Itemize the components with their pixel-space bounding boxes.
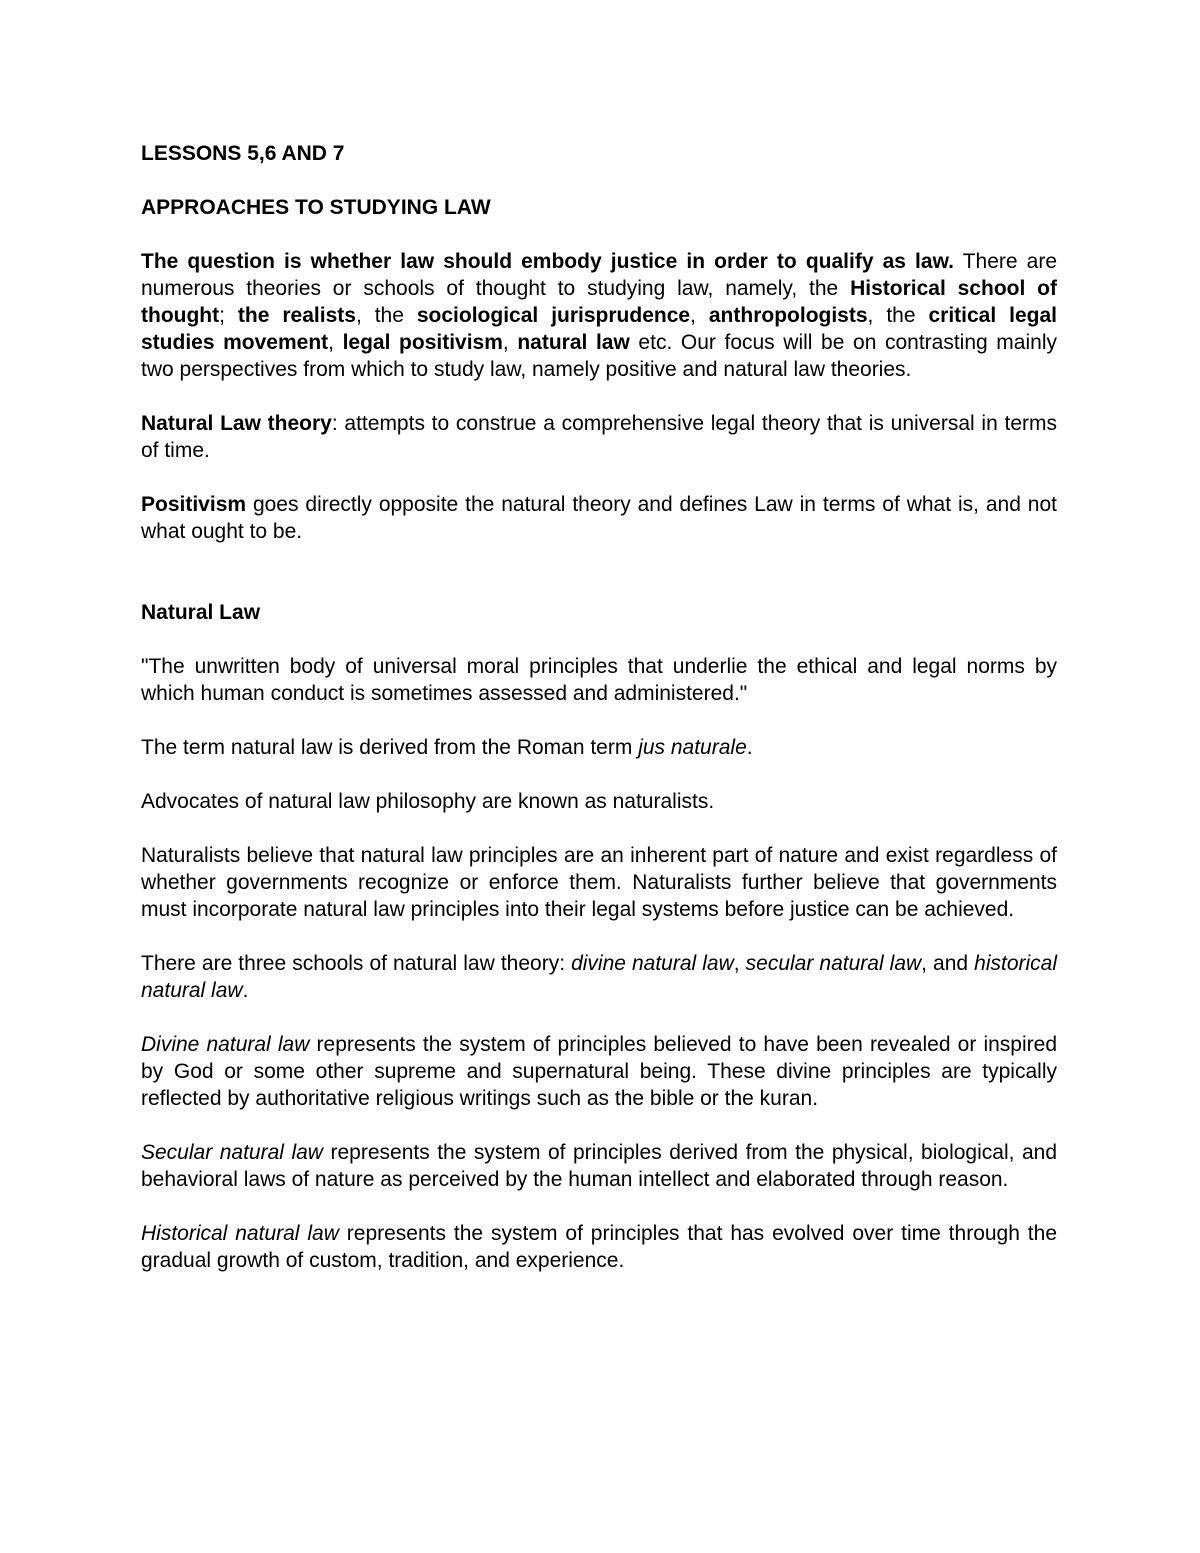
approaches-title: APPROACHES TO STUDYING LAW xyxy=(141,196,491,219)
natural-law-theory-paragraph: Natural Law theory: attempts to construe a comprehensive legal theory that is universal in terms of time. xyxy=(141,412,1057,462)
schools-paragraph: There are three schools of natural law theory: divine natural law, secular natural law, and historical natural law. xyxy=(141,952,1058,1002)
question-text: The question is whether law should embody justice in order to qualify as law. xyxy=(141,250,954,273)
document-page xyxy=(141,140,1057,1274)
definition-quote: "The unwritten body of universal moral principles that underlie the ethical and legal norms by which human conduct is sometimes assessed and administered." xyxy=(141,655,1057,705)
lessons-title: LESSONS 5,6 AND 7 xyxy=(141,142,345,165)
natural-law-heading: Natural Law xyxy=(141,601,261,624)
advocates-paragraph: Advocates of natural law philosophy are known as naturalists. xyxy=(141,790,715,813)
naturalists-paragraph: Naturalists believe that natural law principles are an inherent part of nature and exist regardless of whether governments recognize or enforce them. Naturalists further believe that governments must incorporate natural law principles into their legal systems before justice can be achieved. xyxy=(141,844,1057,921)
divine-paragraph: Divine natural law represents the system of principles believed to have been revealed or inspired by God or some other supreme and supernatural being. These divine principles are typically reflected by authoritative religious writings such as the bible or the kuran. xyxy=(141,1033,1057,1110)
secular-paragraph: Secular natural law represents the system of principles derived from the physical, biological, and behavioral laws of nature as perceived by the human intellect and elaborated through reason. xyxy=(141,1141,1057,1191)
intro-paragraph: The question is whether law should embody justice in order to qualify as law. There are numerous theories or schools of thought to studying law, namely, the Historical school of thought; the realists, the sociological jurisprudence, anthropologists, the critical legal studies movement, legal positivism, natural law etc. Our focus will be on contrasting mainly two perspectives from which to study law, namely positive and natural law theories. xyxy=(141,250,1058,381)
positivism-paragraph: Positivism goes directly opposite the natural theory and defines Law in terms of what is, and not what ought to be. xyxy=(141,493,1057,543)
historical-paragraph: Historical natural law represents the system of principles that has evolved over time through the gradual growth of custom, tradition, and experience. xyxy=(141,1222,1057,1272)
term-origin-paragraph: The term natural law is derived from the Roman term jus naturale. xyxy=(141,736,753,759)
